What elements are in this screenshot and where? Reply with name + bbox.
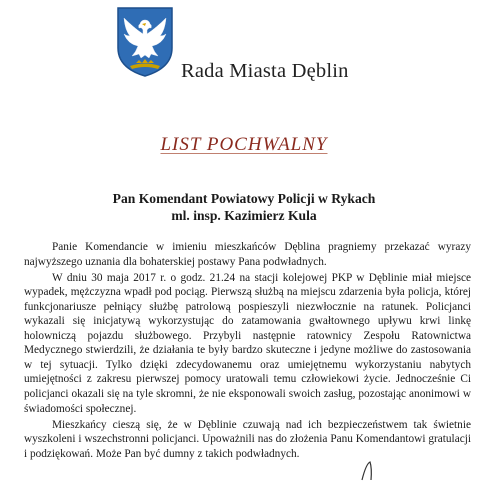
letter-title: LIST POCHWALNY: [160, 134, 328, 155]
eagle-crest-icon: [116, 6, 174, 78]
paragraph-incident: W dniu 30 maja 2017 r. o godz. 21.24 na stacji kolejowej PKP w Dęblinie miał miejsce wypadek, mężczyzna wpadł pod pociąg. Pierwszą służbą na miejscu zdarzenia była policja, której funkcjonariusze pełniący służbę patrolową pospieszyli niezwłocznie na ratunek. Policjanci wykazali się inicjatywą wykorzystując do zatamowania gwałtownego upływu krwi linkę holowniczą pojazdu służbowego. Przybyli następnie ratownicy Zespołu Ratownictwa Medycznego stwierdzili, że działania te były bardzo skuteczne i jedyne możliwe do zastosowania w tej sytuacji. Tylko dzięki zdecydowanemu oraz umiejętnemu wykorzystaniu nabytych umiejętności z zakresu pierwszej pomocy uratowali temu człowiekowi życie. Jednocześnie Ci policjanci okazali się na tyle skromni, że nie eksponowali swoich zasług, pozostając anonimowi w świadomości społecznej.: [24, 271, 471, 415]
letter-body: [24, 240, 471, 462]
addressee-name: ml. insp. Kazimierz Kula: [171, 208, 317, 223]
addressee-title: Pan Komendant Powiatowy Policji w Rykach: [112, 191, 376, 206]
paragraph-thanks: Mieszkańcy cieszą się, że w Dęblinie czuwają nad ich bezpieczeństwem tak świetnie wyszkoleni i wszechstronni policjanci. Upoważnili nas do złożenia Panu Komendantowi gratulacji i podziękowań. Może Pan być dumny z takich podwładnych.: [24, 418, 471, 460]
paragraph-intro: Panie Komendancie w imieniu mieszkańców Dęblina pragniemy przekazać wyrazy najwyższego uznania dla bohaterskiej postawy Pana podwładnych.: [24, 241, 471, 268]
council-name: Rada Miasta Dęblin: [181, 60, 349, 82]
signature-mark: [356, 460, 396, 482]
